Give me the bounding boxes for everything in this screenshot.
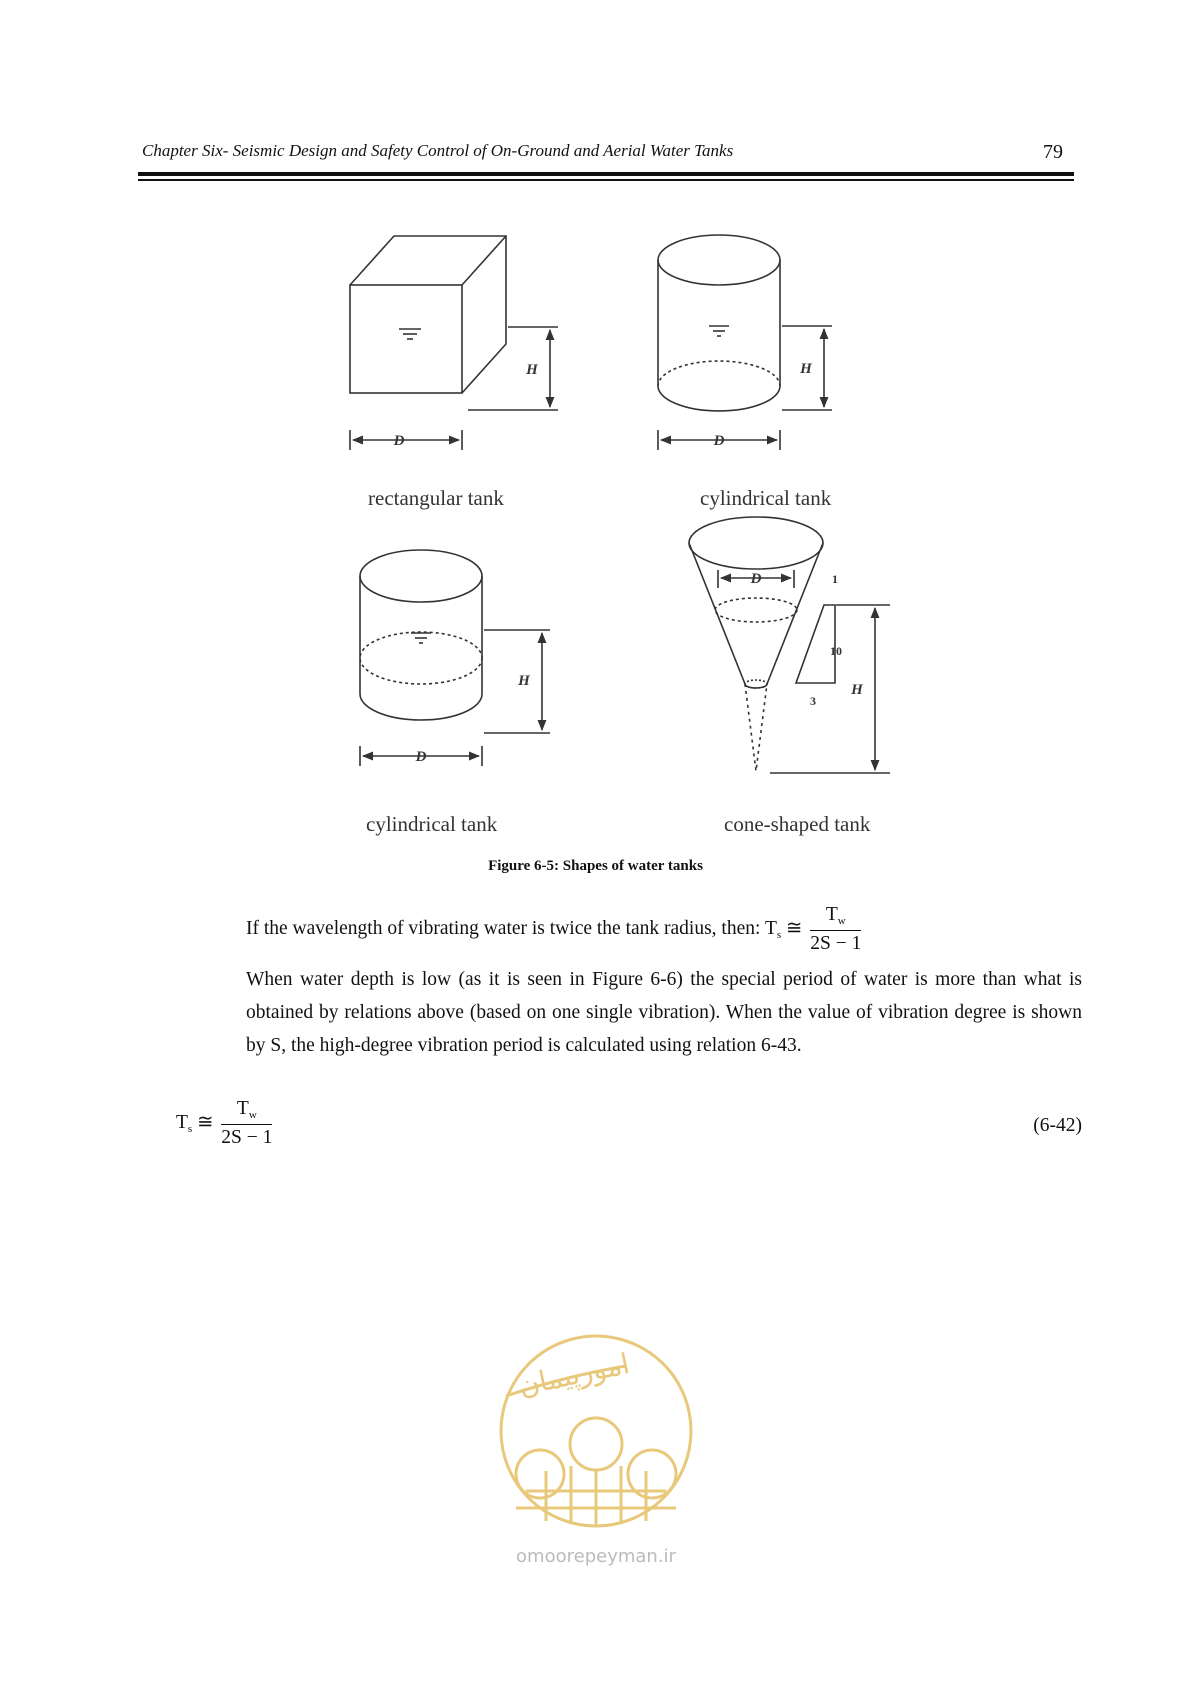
equation-lhs: T — [176, 1112, 188, 1133]
equation-operator: ≅ — [197, 1112, 214, 1133]
formula-operator: ≅ — [786, 918, 803, 939]
paragraph-low-depth: When water depth is low (as it is seen in Figure 6-6) the special period of water is more than what is obtained by relations above (based on one single vibration). When the value of vibration degree is shown by S, the high-degree vibration period is calculated using relation 6-43. — [246, 969, 1082, 1056]
equation-fraction — [221, 1098, 272, 1149]
equation-numerator — [221, 1098, 272, 1125]
equation-num-main: T — [236, 1098, 249, 1119]
cylindrical-tank-bottom-drawing — [360, 550, 550, 766]
diameter-label-cyl-bottom: D — [415, 749, 427, 765]
label-rectangular-tank: rectangular tank — [368, 486, 504, 510]
slope-label-3: 3 — [810, 694, 816, 708]
inline-formula — [764, 904, 864, 954]
formula-lhs: T — [764, 918, 777, 939]
height-label-cyl-bottom: H — [518, 673, 530, 689]
formula-num-sub: w — [837, 915, 846, 927]
diameter-label-cyl-top: D — [713, 433, 725, 449]
height-label-cyl-top: H — [800, 361, 812, 377]
height-label-rect: H — [526, 362, 538, 378]
label-cylindrical-tank-bottom: cylindrical tank — [366, 812, 498, 836]
formula-numerator — [810, 904, 861, 931]
rectangular-tank-drawing — [350, 236, 558, 450]
watermark-url: omoorepeyman.ir — [516, 1546, 676, 1567]
label-cylindrical-tank-top: cylindrical tank — [700, 486, 832, 510]
formula-lhs-sub: s — [776, 929, 782, 941]
paragraph-wavelength — [246, 904, 1082, 955]
label-cone-shaped-tank: cone-shaped tank — [724, 812, 871, 836]
equation-number: (6-42) — [1033, 1115, 1082, 1136]
watermark-logo-text: امورپیمان — [515, 1346, 633, 1403]
figure-caption: Figure 6-5: Shapes of water tanks — [488, 858, 703, 874]
running-header: Chapter Six- Seismic Design and Safety Control of On-Ground and Aerial Water Tanks — [142, 141, 734, 160]
diameter-label-rect: D — [393, 433, 405, 449]
header-rule-thin — [138, 179, 1074, 181]
watermark-logo — [486, 1326, 706, 1576]
height-label-cone: H — [851, 682, 863, 698]
equation-denominator: 2S − 1 — [221, 1126, 273, 1148]
slope-label-10: 10 — [830, 644, 842, 658]
cylindrical-tank-top-drawing — [658, 235, 832, 450]
slope-label-1: 1 — [832, 572, 838, 586]
equation-6-42 — [176, 1098, 275, 1149]
header-rule-thick — [138, 172, 1074, 176]
watermark-emblem — [486, 1326, 706, 1576]
formula-num-main: T — [825, 904, 838, 925]
page-number: 79 — [1043, 141, 1063, 163]
formula-fraction — [810, 904, 861, 955]
formula-denominator: 2S − 1 — [810, 932, 862, 954]
equation-lhs-sub: s — [187, 1123, 193, 1135]
equation-num-sub: w — [248, 1109, 257, 1121]
cone-tank-drawing — [689, 517, 890, 773]
paragraph-wavelength-text: If the wavelength of vibrating water is twice the tank radius, then: — [246, 918, 761, 939]
diameter-label-cone: D — [750, 571, 762, 587]
tank-shapes-figure — [308, 218, 904, 844]
tank-diagrams — [308, 218, 904, 844]
